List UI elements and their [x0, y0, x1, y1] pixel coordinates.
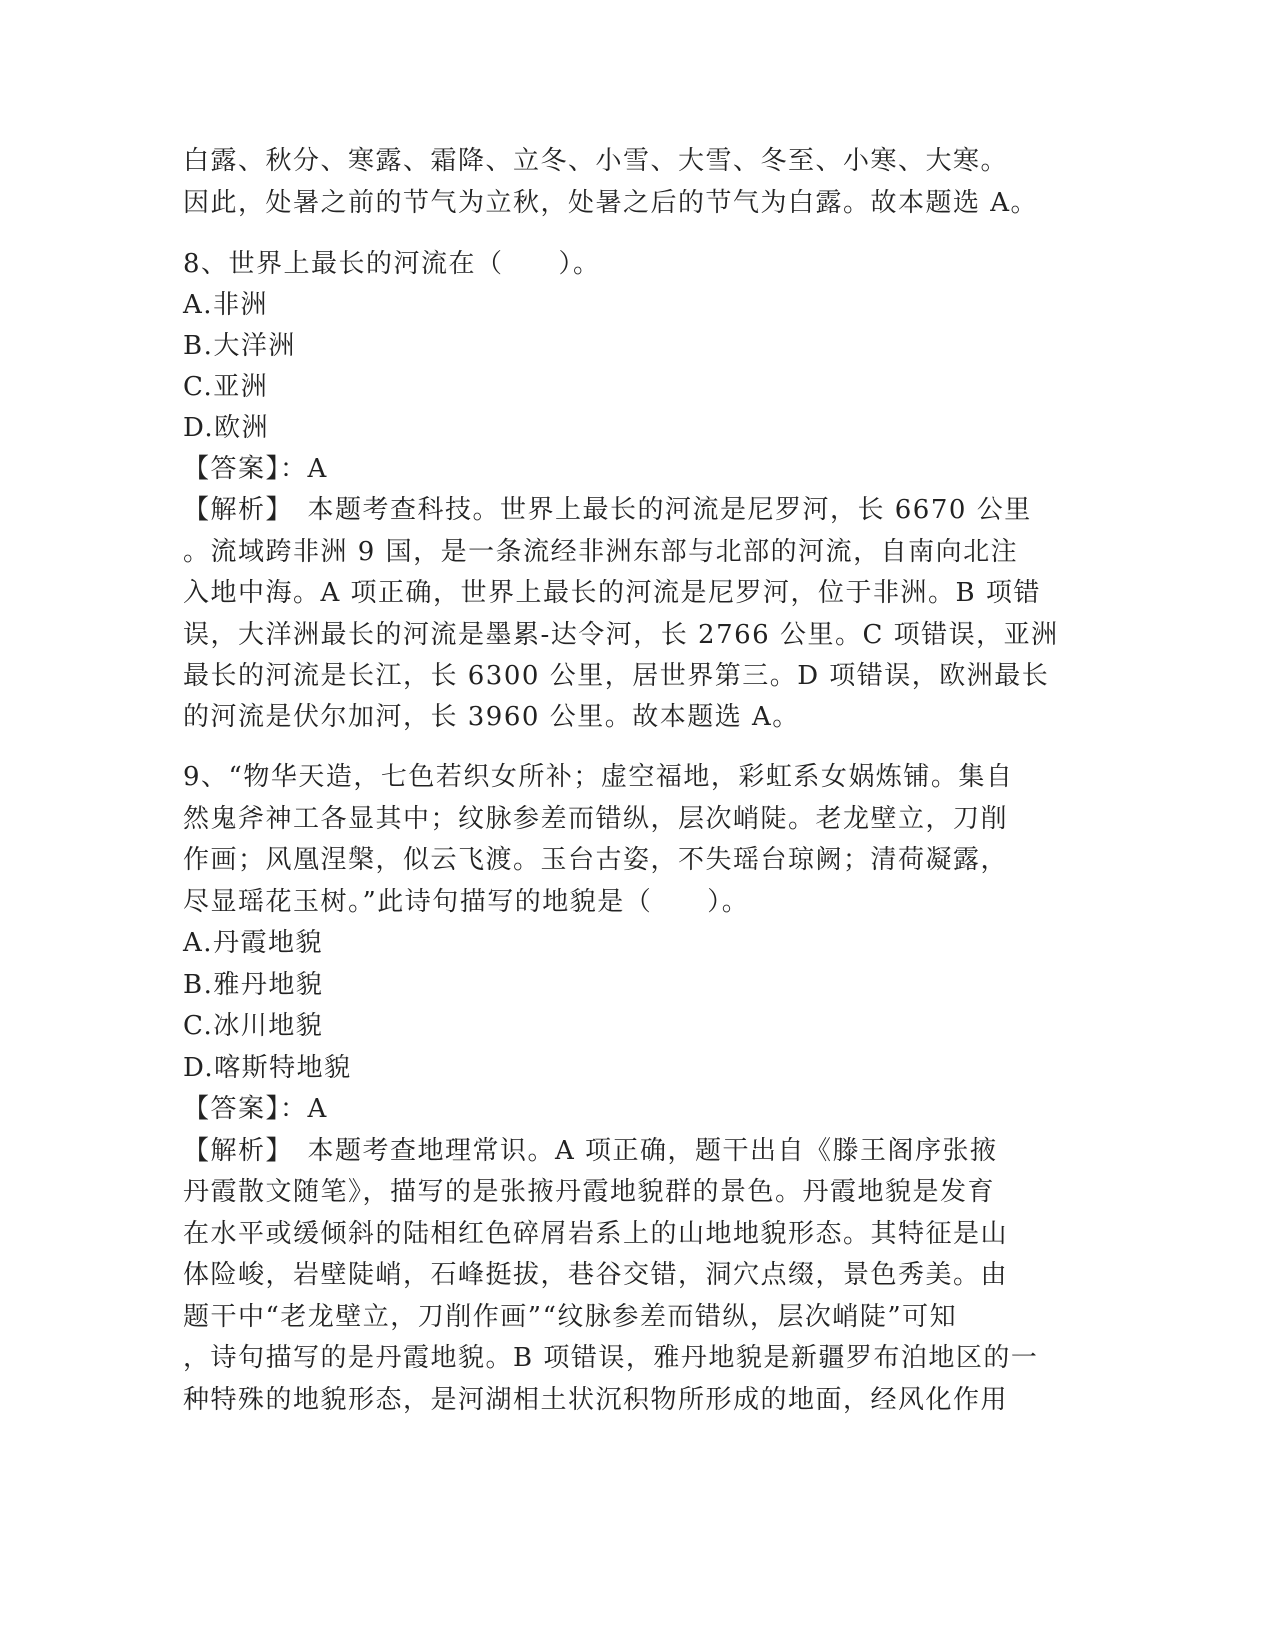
- question-9-option-c: C.冰川地貌: [183, 1011, 324, 1041]
- question-8-option-d: D.欧洲: [183, 413, 270, 443]
- question-8-analysis-line: 误，大洋洲最长的河流是墨累-达令河，长 2766 公里。C 项错误，亚洲: [183, 620, 1059, 650]
- question-8-option-c: C.亚洲: [183, 372, 269, 402]
- question-8-analysis-line: 。流域跨非洲 9 国，是一条流经非洲东部与北部的河流，自南向北注: [183, 537, 1019, 567]
- question-8-analysis-line: 最长的河流是长江，长 6300 公里，居世界第三。D 项错误，欧洲最长: [183, 661, 1050, 691]
- question-8-analysis-line: 入地中海。A 项正确，世界上最长的河流是尼罗河，位于非洲。B 项错: [183, 578, 1041, 608]
- question-9-analysis-line: 题干中“老龙壁立，刀削作画”“纹脉参差而错纵，层次峭陡”可知: [183, 1302, 958, 1332]
- question-9-analysis-line: 体险峻，岩壁陡峭，石峰挺拔，巷谷交错，洞穴点缀，景色秀美。由: [183, 1260, 1009, 1290]
- question-9-option-d: D.喀斯特地貌: [183, 1053, 352, 1083]
- question-8-option-b: B.大洋洲: [183, 331, 296, 361]
- question-9-option-b: B.雅丹地貌: [183, 970, 324, 1000]
- question-8-analysis-line: 【解析】 本题考查科技。世界上最长的河流是尼罗河，长 6670 公里: [183, 495, 1032, 525]
- question-9-analysis-line: 种特殊的地貌形态，是河湖相土状沉积物所形成的地面，经风化作用: [183, 1385, 1009, 1415]
- question-8-option-a: A.非洲: [183, 290, 269, 320]
- question-8-text: 8、世界上最长的河流在（ ）。: [183, 249, 601, 279]
- question-9-option-a: A.丹霞地貌: [183, 928, 324, 958]
- question-8-analysis-line: 的河流是伏尔加河，长 3960 公里。故本题选 A。: [183, 702, 800, 732]
- question-8-answer: 【答案】：A: [183, 454, 328, 484]
- intro-line: 因此，处暑之前的节气为立秋，处暑之后的节气为白露。故本题选 A。: [183, 188, 1039, 218]
- question-9-text-line: 尽显瑶花玉树。”此诗句描写的地貌是（ ）。: [183, 887, 750, 917]
- question-9-answer: 【答案】：A: [183, 1094, 328, 1124]
- question-9-text-line: 9、“物华天造，七色若织女所补；虚空福地，彩虹系女娲炼铺。集自: [183, 762, 1014, 792]
- question-9-text-line: 然鬼斧神工各显其中；纹脉参差而错纵，层次峭陡。老龙壁立，刀削: [183, 804, 1009, 834]
- question-9-analysis-line: 在水平或缓倾斜的陆相红色碎屑岩系上的山地地貌形态。其特征是山: [183, 1219, 1009, 1249]
- question-9-analysis-line: 【解析】 本题考查地理常识。A 项正确，题干出自《滕王阁序张掖: [183, 1136, 998, 1166]
- question-9-analysis-line: ，诗句描写的是丹霞地貌。B 项错误，雅丹地貌是新疆罗布泊地区的一: [183, 1343, 1039, 1373]
- question-9-text-line: 作画；风凰涅槃，似云飞渡。玉台古姿，不失瑶台琼阙；清荷凝露，: [183, 845, 1009, 875]
- question-9-analysis-line: 丹霞散文随笔》，描写的是张掖丹霞地貌群的景色。丹霞地貌是发育: [183, 1177, 996, 1207]
- intro-line: 白露、秋分、寒露、霜降、立冬、小雪、大雪、冬至、小寒、大寒。: [183, 146, 1009, 176]
